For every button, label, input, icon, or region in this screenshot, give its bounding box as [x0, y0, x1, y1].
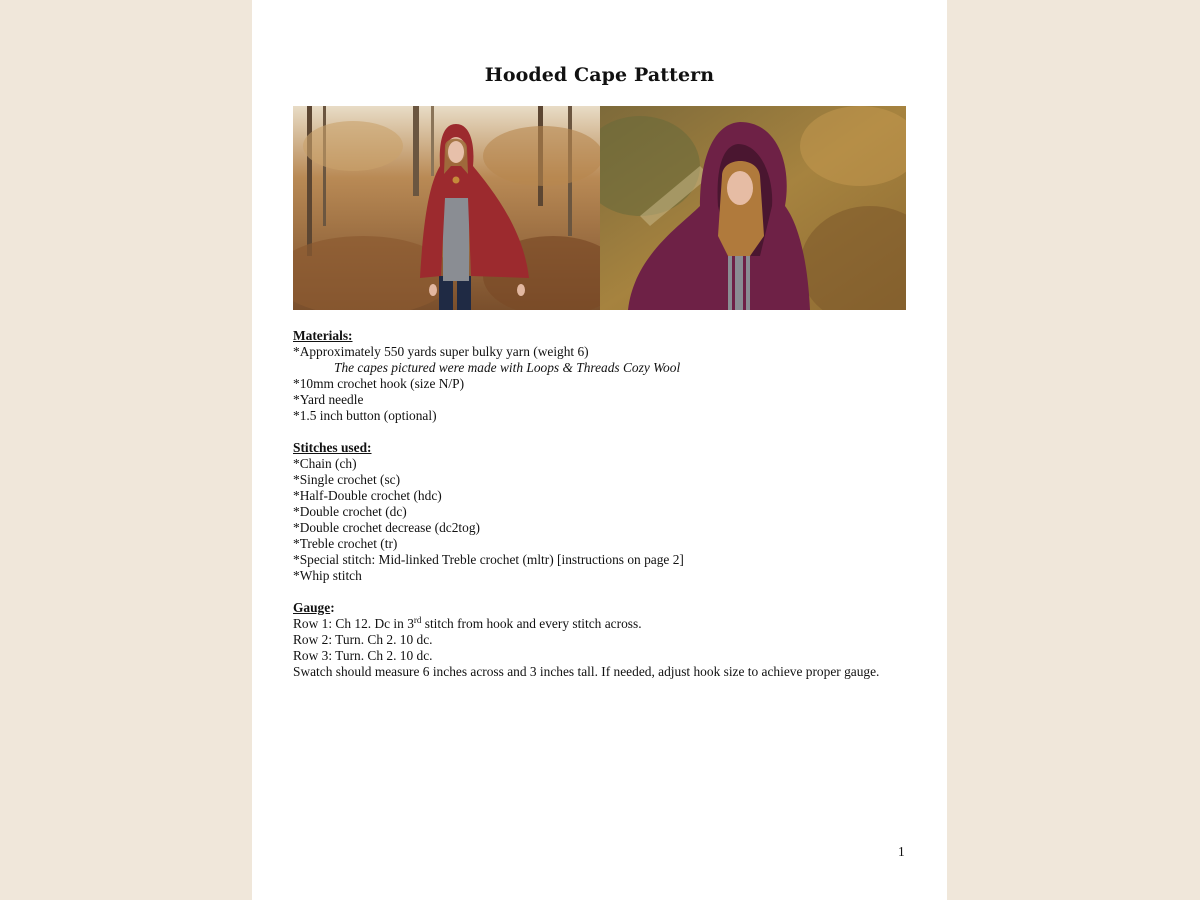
gauge-row-1 [293, 616, 903, 632]
gauge-heading: Gauge [293, 600, 331, 615]
stitches-item: *Double crochet decrease (dc2tog) [293, 520, 481, 535]
materials-heading: Materials: [293, 328, 353, 343]
gauge-row-3: Row 3: Turn. Ch 2. 10 dc. [293, 648, 433, 663]
materials-item: *1.5 inch button (optional) [293, 408, 437, 423]
stitches-item: *Double crochet (dc) [293, 504, 407, 519]
gauge-heading-line [293, 600, 903, 616]
woman-in-purple-hooded-cape-image [600, 106, 907, 310]
stitches-item: *Special stitch: Mid-linked Treble crochet (mltr) [instructions on page 2] [293, 552, 684, 567]
red-cape-photo [293, 106, 600, 310]
gauge-heading-colon: : [330, 600, 335, 615]
stitches-item: *Whip stitch [293, 568, 362, 583]
stitches-item: *Half-Double crochet (hdc) [293, 488, 442, 503]
gauge-row-1-sup: rd [413, 615, 422, 625]
stitches-item: *Chain (ch) [293, 456, 357, 471]
gauge-row-2: Row 2: Turn. Ch 2. 10 dc. [293, 632, 433, 647]
photo-strip [293, 106, 906, 310]
materials-item: *10mm crochet hook (size N/P) [293, 376, 465, 391]
pattern-content [293, 328, 903, 680]
materials-note: The capes pictured were made with Loops & Threads Cozy Wool [334, 360, 681, 375]
gauge-note: Swatch should measure 6 inches across and 3 inches tall. If needed, adjust hook size to achieve proper gauge. [293, 664, 880, 679]
page-number: 1 [898, 844, 905, 859]
stitches-heading: Stitches used: [293, 440, 372, 455]
materials-item: *Approximately 550 yards super bulky yarn (weight 6) [293, 344, 589, 359]
woman-in-red-hooded-cape-image [293, 106, 600, 310]
stitches-item: *Single crochet (sc) [293, 472, 401, 487]
document-page [252, 0, 947, 900]
page-title: Hooded Cape Pattern [484, 64, 715, 86]
purple-cape-photo [600, 106, 907, 310]
gauge-row-1-suffix: stitch from hook and every stitch across. [421, 616, 642, 631]
materials-item: *Yard needle [293, 392, 364, 407]
stitches-item: *Treble crochet (tr) [293, 536, 398, 551]
gauge-row-1-prefix: Row 1: Ch 12. Dc in 3 [293, 616, 414, 631]
